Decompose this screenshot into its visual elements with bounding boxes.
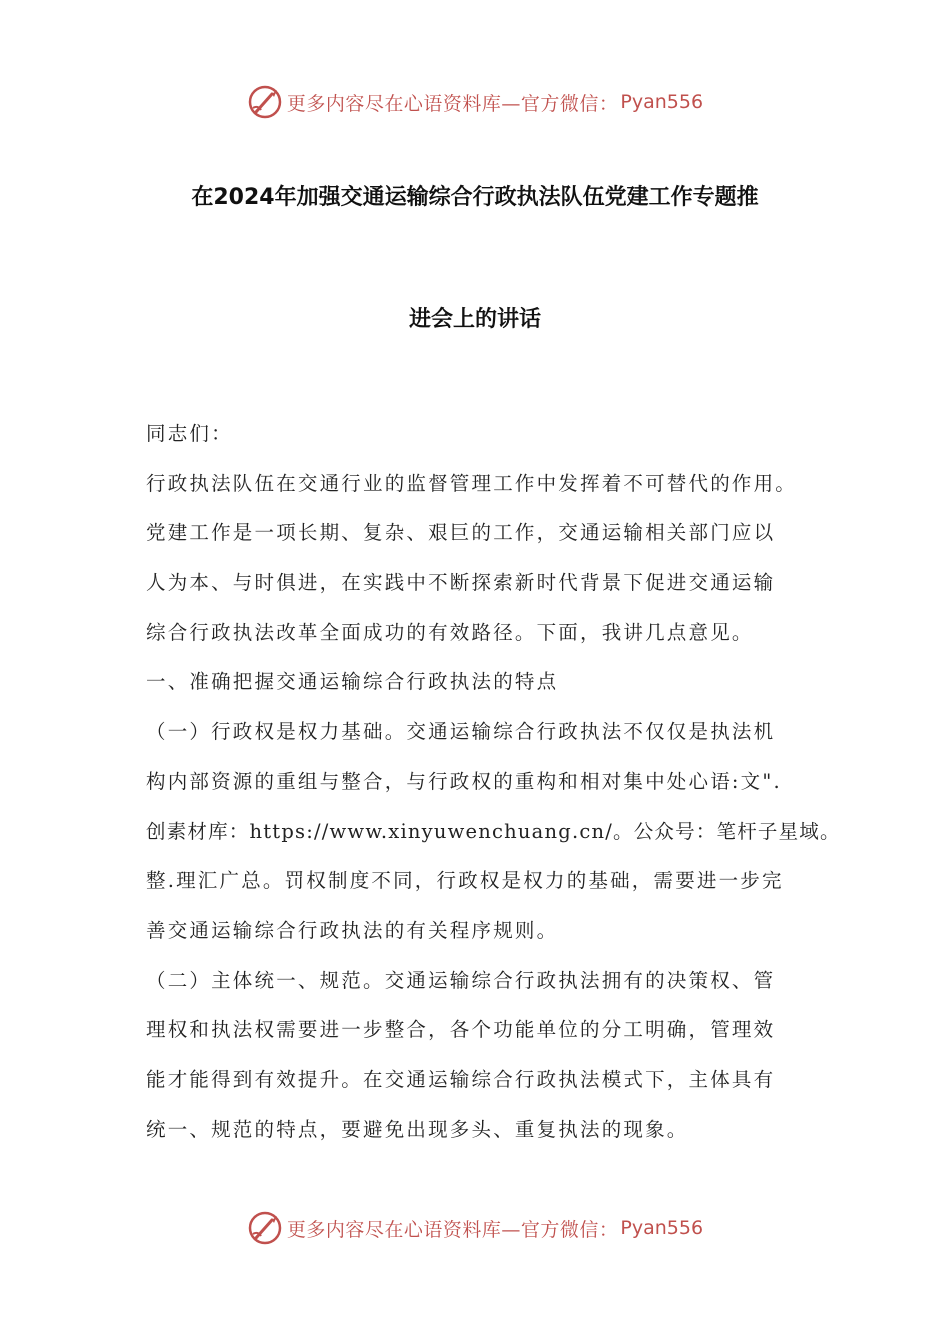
body-line: 能才能得到有效提升。在交通运输综合行政执法模式下，主体具有: [146, 1067, 776, 1091]
body-line: 理权和执法权需要进一步整合，各个功能单位的分工明确，管理效: [146, 1018, 776, 1042]
body-line: 综合行政执法改革全面成功的有效路径。下面，我讲几点意见。: [146, 620, 754, 644]
header-banner: [0, 82, 950, 122]
document-title-line-2: 进会上的讲话: [408, 307, 541, 332]
body-line: 统一、规范的特点，要避免出现多头、重复执法的现象。: [146, 1117, 689, 1141]
footer-banner: [0, 1208, 950, 1248]
footer-banner-text: 更多内容尽在心语资料库—官方微信：: [286, 1218, 619, 1241]
quill-pen-icon: [247, 84, 283, 120]
body-line: （一）行政权是权力基础。交通运输综合行政执法不仅仅是执法机: [146, 720, 776, 744]
document-body: [146, 418, 841, 1163]
quill-pen-icon: [247, 1210, 283, 1246]
header-wechat-id: Pyan556: [620, 91, 704, 113]
body-line: 人为本、与时俱进，在实践中不断探索新时代背景下促进交通运输: [146, 571, 776, 595]
body-line: （二）主体统一、规范。交通运输综合行政执法拥有的决策权、管: [146, 968, 776, 992]
body-line: 整.理汇广总。罚权制度不同，行政权是权力的基础，需要进一步完: [146, 869, 784, 893]
document-title-line-1: 在2024年加强交通运输综合行政执法队伍党建工作专题推: [191, 185, 759, 210]
body-line: 行政执法队伍在交通行业的监督管理工作中发挥着不可替代的作用。: [146, 471, 798, 495]
body-line: 善交通运输综合行政执法的有关程序规则。: [146, 918, 559, 942]
body-line: 构内部资源的重组与整合，与行政权的重构和相对集中处心语:文".: [146, 769, 782, 793]
body-line-link: 创素材库：https://www.xinyuwenchuang.cn/。公众号：笔杆子星域。: [146, 819, 841, 843]
footer-wechat-id: Pyan556: [620, 1217, 704, 1239]
salutation: 同志们：: [146, 422, 233, 445]
section-heading-1: 一、准确把握交通运输综合行政执法的特点: [146, 670, 559, 694]
header-banner-text: 更多内容尽在心语资料库—官方微信：: [286, 92, 619, 115]
body-line: 党建工作是一项长期、复杂、艰巨的工作，交通运输相关部门应以: [146, 521, 776, 545]
